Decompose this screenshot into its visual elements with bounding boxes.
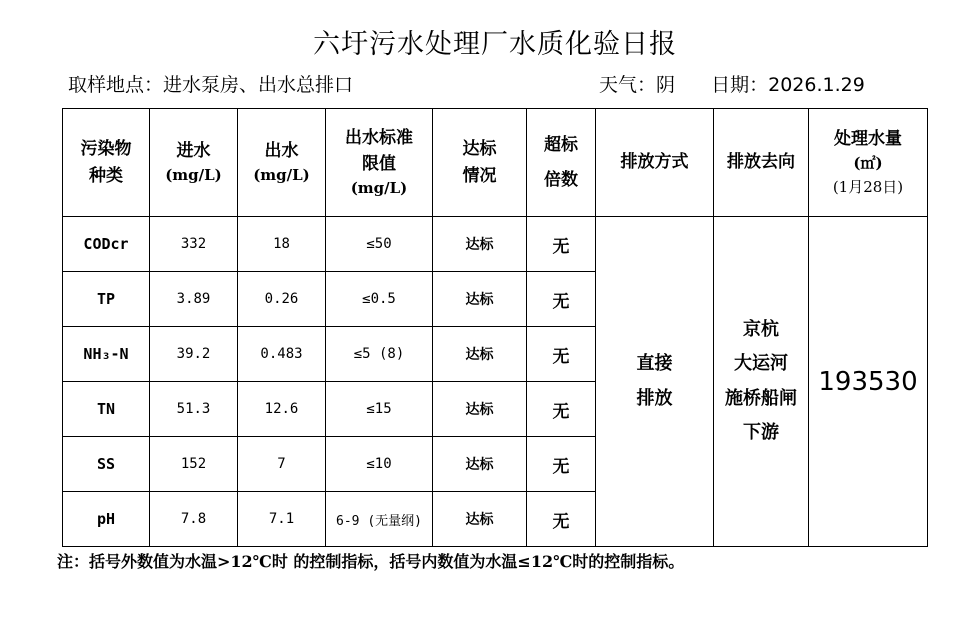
table-header-row [63, 109, 928, 217]
status-value: 达标 [433, 492, 527, 547]
header-influent: 进水 (mg/L) [150, 109, 238, 217]
limit-value: ≤50 [326, 217, 433, 272]
pollutant-name: SS [63, 437, 150, 492]
status-value: 达标 [433, 437, 527, 492]
status-value: 达标 [433, 272, 527, 327]
effluent-value: 7.1 [238, 492, 326, 547]
water-quality-table [62, 108, 928, 547]
limit-value: ≤10 [326, 437, 433, 492]
weather-text: 天气：阴 [599, 74, 676, 96]
status-value: 达标 [433, 327, 527, 382]
report-title: 六圩污水处理厂水质化验日报 [313, 29, 677, 60]
multiple-value: 无 [527, 272, 596, 327]
pollutant-name: CODcr [63, 217, 150, 272]
header-effluent: 出水 (mg/L) [238, 109, 326, 217]
influent-value: 152 [150, 437, 238, 492]
limit-value: ≤15 [326, 382, 433, 437]
header-volume: 处理水量 (㎡) (1月28日) [809, 109, 928, 217]
status-value: 达标 [433, 217, 527, 272]
multiple-value: 无 [527, 217, 596, 272]
discharge-mode-cell: 直接 排放 [596, 217, 714, 547]
effluent-value: 0.26 [238, 272, 326, 327]
limit-value: ≤5 (8) [326, 327, 433, 382]
header-discharge-mode: 排放方式 [596, 109, 714, 217]
footnote: 注：括号外数值为水温>12℃时 的控制指标，括号内数值为水温≤12℃时的控制指标。 [57, 552, 685, 571]
sampling-location: 取样地点：进水泵房、出水总排口 [68, 74, 354, 96]
header-status: 达标 情况 [433, 109, 527, 217]
multiple-value: 无 [527, 327, 596, 382]
influent-value: 3.89 [150, 272, 238, 327]
pollutant-name: TN [63, 382, 150, 437]
multiple-value: 无 [527, 382, 596, 437]
pollutant-name: TP [63, 272, 150, 327]
date-text: 日期：2026.1.29 [711, 74, 865, 96]
discharge-dest-cell: 京杭 大运河 施桥船闸 下游 [714, 217, 809, 547]
effluent-value: 0.483 [238, 327, 326, 382]
limit-value: 6-9 (无量纲) [326, 492, 433, 547]
weather-date [599, 70, 865, 97]
influent-value: 332 [150, 217, 238, 272]
pollutant-name: pH [63, 492, 150, 547]
effluent-value: 18 [238, 217, 326, 272]
limit-value: ≤0.5 [326, 272, 433, 327]
effluent-value: 7 [238, 437, 326, 492]
pollutant-name: NH₃-N [63, 327, 150, 382]
header-discharge-dest: 排放去向 [714, 109, 809, 217]
header-standard: 出水标准 限值 (mg/L) [326, 109, 433, 217]
multiple-value: 无 [527, 437, 596, 492]
influent-value: 39.2 [150, 327, 238, 382]
effluent-value: 12.6 [238, 382, 326, 437]
table-row [63, 217, 928, 272]
influent-value: 7.8 [150, 492, 238, 547]
status-value: 达标 [433, 382, 527, 437]
multiple-value: 无 [527, 492, 596, 547]
header-multiple: 超标 倍数 [527, 109, 596, 217]
volume-value: 193530 [809, 217, 928, 547]
influent-value: 51.3 [150, 382, 238, 437]
header-pollutant: 污染物 种类 [63, 109, 150, 217]
